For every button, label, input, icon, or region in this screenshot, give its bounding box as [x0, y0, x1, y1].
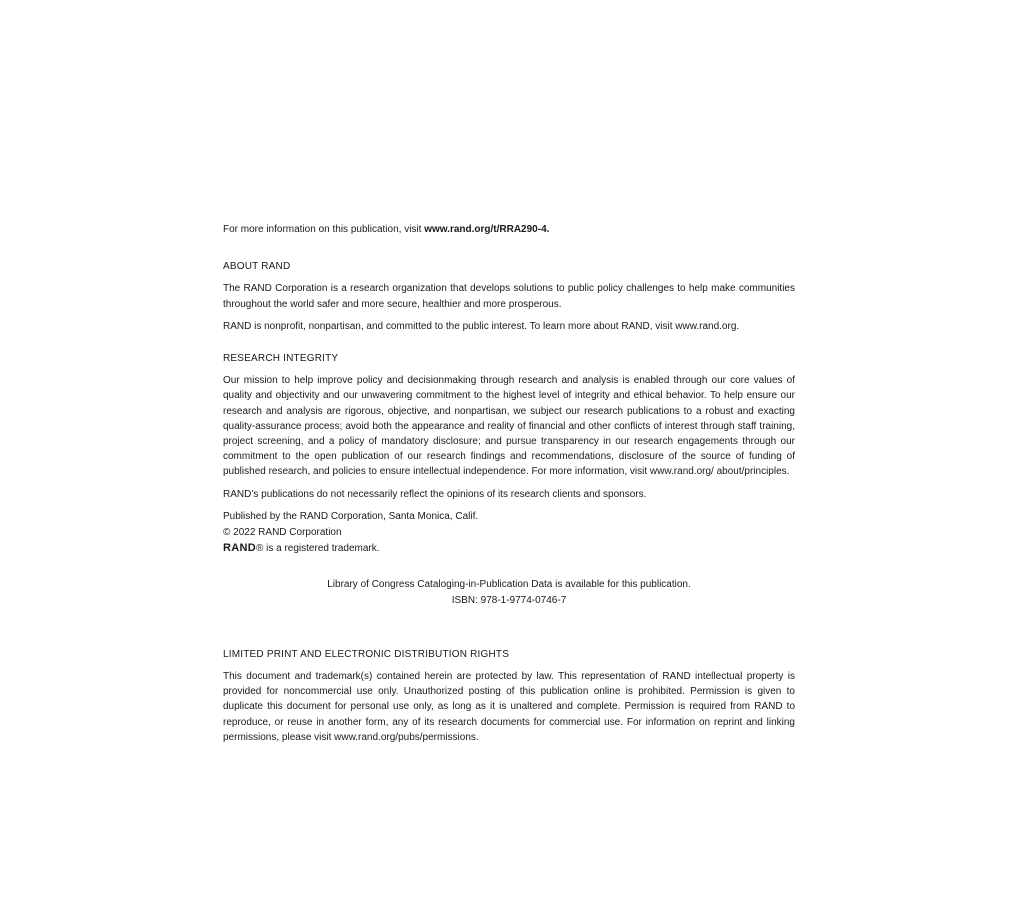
trademark-line: [223, 541, 795, 556]
about-rand-heading: ABOUT RAND: [223, 261, 291, 273]
publication-info-text: For more information on this publication, visit: [223, 224, 425, 235]
isbn-line: ISBN: 978-1-9774-0746-7: [451, 594, 567, 606]
rand-logo: RAND: [223, 542, 256, 555]
about-rand-mission-paragraph: RAND is nonprofit, nonpartisan, and committed to the public interest. To learn more about RAND, visit www.rand.org.: [223, 320, 740, 332]
publication-info-line: [223, 222, 795, 237]
cataloging-line: Library of Congress Cataloging-in-Publication Data is available for this publication.: [327, 579, 691, 591]
distribution-rights-paragraph: This document and trademark(s) contained herein are protected by law. This representation of RAND intellectual property is provided for noncommercial use only. Unauthorized posting of this publication online is prohibited. Permission is given to duplicate this document for personal use only, as long as it is unaltered and complete. Permission is required from RAND to reproduce, or reuse in another form, any of its research documents for commercial use. For information on reprint and linking permissions, please visit www.rand.org/pubs/permissions.: [223, 671, 795, 743]
about-rand-paragraph: The RAND Corporation is a research organization that develops solutions to public policy challenges to help make communities throughout the world safer and more secure, healthier and more prosperous.: [223, 283, 795, 310]
research-integrity-heading: RESEARCH INTEGRITY: [223, 353, 339, 365]
distribution-rights-heading: LIMITED PRINT AND ELECTRONIC DISTRIBUTION RIGHTS: [223, 648, 510, 660]
publisher-line: Published by the RAND Corporation, Santa Monica, Calif.: [223, 510, 479, 522]
research-integrity-paragraph: Our mission to help improve policy and decisionmaking through research and analysis is enabled through our core values of quality and objectivity and our unwavering commitment to the highest level of integrity and ethical behavior. To help ensure our research and analysis are rigorous, objective, and nonpartisan, we subject our research publications to a robust and exacting quality-assurance process; avoid both the appearance and reality of financial and other conflicts of interest through staff training, project screening, and a policy of mandatory disclosure; and pursue transparency in our research engagements through our commitment to the open publication of our research findings and recommendations, disclosure of the source of funding of published research, and policies to ensure intellectual independence. For more information, visit www.rand.org/ about/principles.: [223, 375, 795, 478]
copyright-line: © 2022 RAND Corporation: [223, 527, 342, 539]
trademark-text: ® is a registered trademark.: [255, 543, 380, 555]
disclaimer-paragraph: RAND’s publications do not necessarily reflect the opinions of its research clients and sponsors.: [223, 488, 647, 500]
publication-link[interactable]: www.rand.org/t/RRA290-4.: [424, 224, 550, 235]
copyright-page: [223, 222, 795, 752]
